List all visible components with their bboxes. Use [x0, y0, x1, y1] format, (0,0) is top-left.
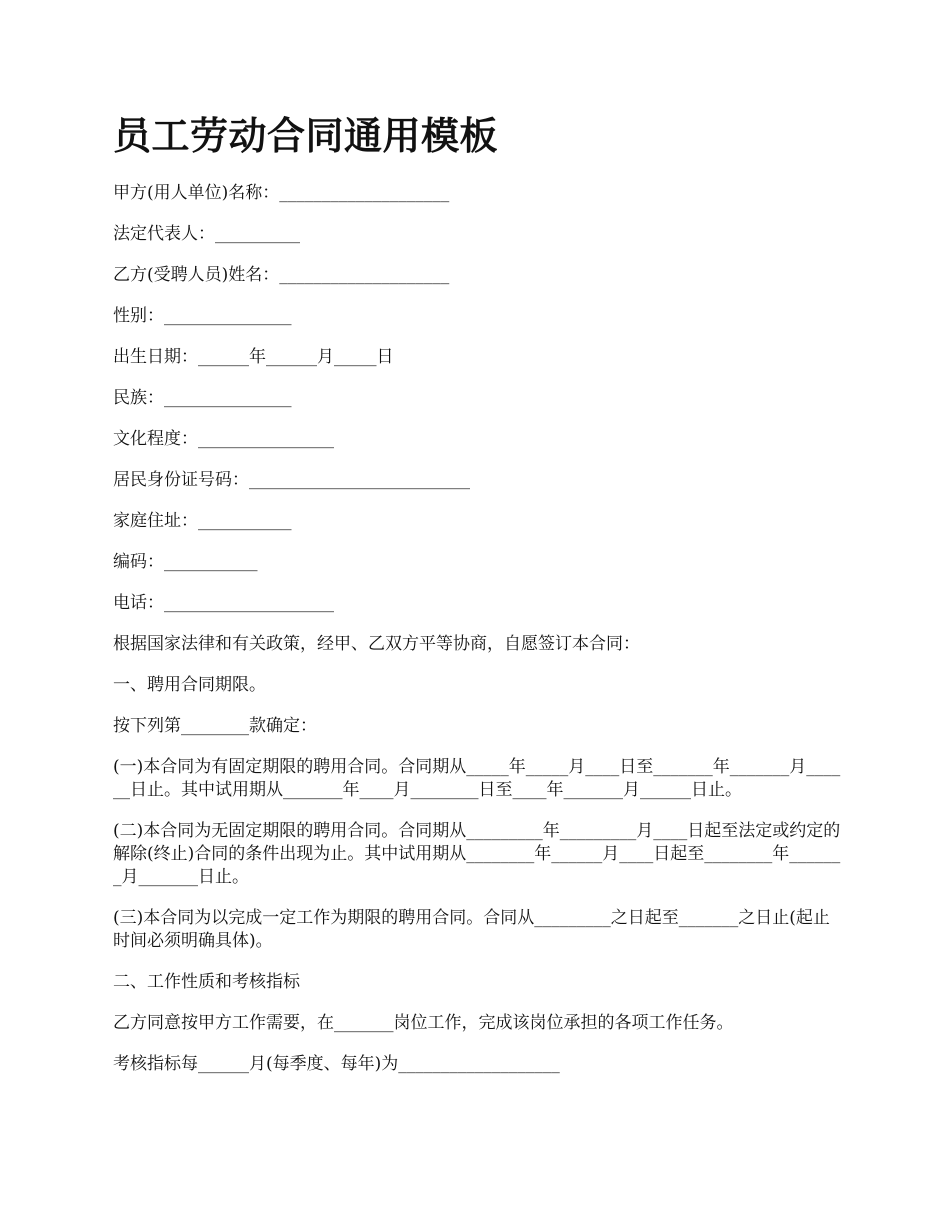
- section-1-item-1: (一)本合同为有固定期限的聘用合同。合同期从_____年_____月____日至_______年_______月______日止。其中试用期从_______年____月________日至____年_______月______日止。: [113, 757, 841, 800]
- section-1-choice: 按下列第________款确定：: [113, 716, 317, 736]
- birth-date-field: 出生日期：______年______月_____日: [113, 347, 394, 367]
- section-1-heading: 一、聘用合同期限。: [113, 675, 266, 695]
- employer-name-field: 甲方(用人单位)名称：____________________: [113, 183, 450, 203]
- intro-paragraph: 根据国家法律和有关政策，经甲、乙双方平等协商，自愿签订本合同：: [113, 634, 640, 654]
- section-2-position: 乙方同意按甲方工作需要，在_______岗位工作，完成该岗位承担的各项工作任务。: [113, 1013, 734, 1033]
- ethnicity-field: 民族：_______________: [113, 388, 292, 408]
- education-field: 文化程度：________________: [113, 429, 334, 449]
- section-1-item-3: (三)本合同为以完成一定工作为期限的聘用合同。合同从_________之日起至_______之日止(起止时间必须明确具体)。: [113, 908, 830, 951]
- section-2-assessment: 考核指标每______月(每季度、每年)为___________________: [113, 1054, 560, 1074]
- address-field: 家庭住址：___________: [113, 511, 292, 531]
- gender-field: 性别：_______________: [113, 306, 292, 326]
- legal-representative-field: 法定代表人：__________: [113, 224, 300, 244]
- employee-name-field: 乙方(受聘人员)姓名：____________________: [113, 265, 450, 285]
- document-title: 员工劳动合同通用模板: [113, 113, 499, 158]
- id-number-field: 居民身份证号码：__________________________: [113, 470, 470, 490]
- phone-field: 电话：____________________: [113, 593, 334, 613]
- postal-code-field: 编码：___________: [113, 552, 258, 572]
- section-2-heading: 二、工作性质和考核指标: [113, 972, 300, 992]
- document-page: [113, 112, 841, 1094]
- section-1-item-2: (二)本合同为无固定期限的聘用合同。合同期从_________年_________月____日起至法定或约定的解除(终止)合同的条件出现为止。其中试用期从________年______月____日起至________年_______月_______日止。: [113, 821, 841, 887]
